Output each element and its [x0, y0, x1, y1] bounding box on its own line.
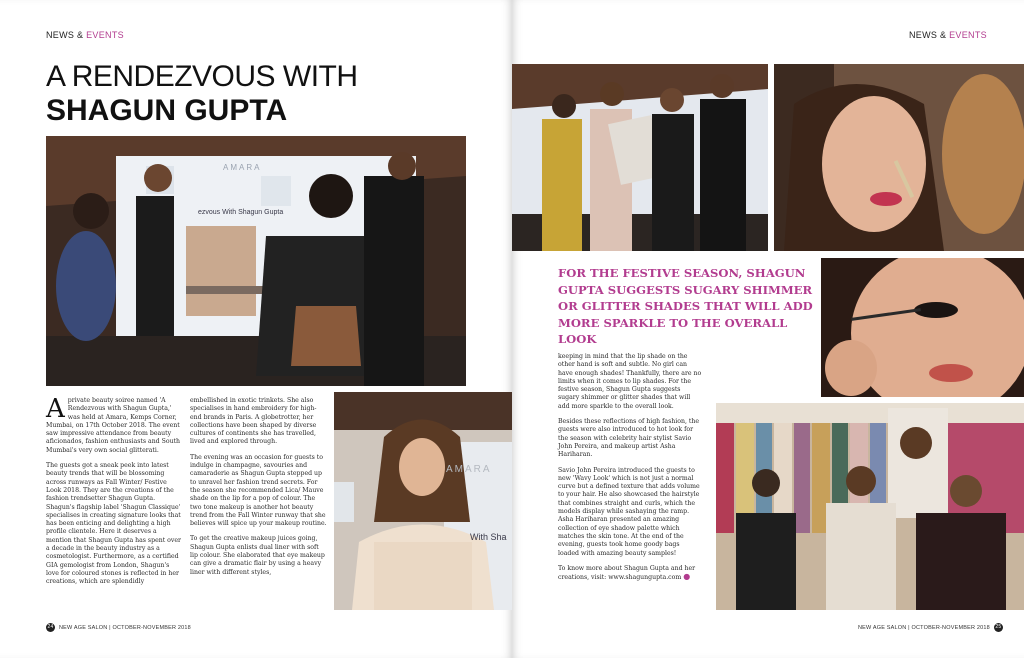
col2-paragraph-3: To get the creative makeup juices going, Shagun Gupta enlists dual liner with soft lip colour. She elaborated that eye makeup can give a dramatic flair by using a heavy liner with different styles, — [190, 535, 325, 576]
col3-paragraph-2: Besides these reflections of high fashion, the guests were also introduced to hot look for the season with celebrity hair stylist Savio John Pereira, and makeup artist Asha Hariharan. — [558, 418, 700, 459]
article-column-1 — [46, 394, 183, 594]
section-accent: EVENTS — [949, 30, 987, 40]
banner-caption-text: ezvous With Shagun Gupta — [198, 209, 284, 216]
section-tag-right — [909, 30, 987, 40]
footer-left — [46, 623, 191, 632]
col1-paragraph-1: private beauty soiree named 'A Rendezvous with Shagun Gupta,' was held at Amara, Kemps Corner, Mumbai, on 17th October 2018. The event saw impressive attendance from beauty aficionados, fashion enthusiasts and South Mumbai's very own social glitterati. — [46, 397, 181, 454]
headline-line1: A RENDEZVOUS WITH — [46, 60, 358, 93]
col2-paragraph-1: embellished in exotic trinkets. She also specialises in hand embroidery for high-end brands in Paris. A globetrotter, her collections have been shaped by diverse cultures of continents she has travelled, lived and explored through. — [190, 397, 317, 446]
section-prefix: NEWS & — [909, 30, 947, 40]
col3-paragraph-4: To know more about Shagun Gupta and her creations, visit: www.shagungupta.com — [558, 564, 696, 582]
col3-paragraph-3: Savio John Pereira introduced the guests to new 'Wavy Look' which is not just a normal curve but a defined texture that adds volume to your hair. He also showcased the hairstyle that combines straight and curls, which the models display while sashaying the ramp. Asha Hariharan presented an amazing collection of eye shadow palette which matches the skin tone. At the end of the evening, guests took home goody bags loaded with amazing beauty samples! — [558, 466, 700, 557]
article-column-2 — [190, 397, 328, 584]
footer-text-right: NEW AGE SALON | OCTOBER-NOVEMBER 2018 — [858, 624, 990, 631]
pull-quote: FOR THE FESTIVE SEASON, SHAGUN GUPTA SUGGESTS SUGARY SHIMMER OR GLITTER SHADES THAT WILL ADD MORE SPARKLE TO THE OVERALL LOOK — [558, 266, 813, 346]
section-tag-left — [46, 30, 124, 40]
headline-line2: SHAGUN GUPTA — [46, 94, 288, 127]
section-prefix: NEWS & — [46, 30, 84, 40]
drop-cap: A — [46, 394, 65, 424]
page-number-left: 24 — [47, 624, 54, 630]
portrait-caption-text: With Sha — [470, 532, 507, 542]
event-photo-main — [46, 136, 466, 386]
portrait-brand-text: AMARA — [446, 464, 492, 475]
section-accent: EVENTS — [86, 30, 124, 40]
group-photo — [512, 64, 768, 251]
col3-paragraph-1: keeping in mind that the lip shade on the other hand is soft and subtle. No girl can have enough shades! Thankfully, there are no limits when it comes to lip shades. For the festive season, Shagun Gupta suggests sugary shimmer or glitter shades that will add more sparkle to the overall look. — [558, 353, 702, 410]
footer-text-left: NEW AGE SALON | OCTOBER-NOVEMBER 2018 — [59, 624, 191, 631]
col1-paragraph-2: The guests got a sneak peek into latest beauty trends that will be blossoming across runways as Fall Winter/ Festive Look 2018. They are the creations of the fashion trendsetter Shagun Gupta. Shagun's flagship label 'Shagun Classique' specialises in creating signature looks that has been enticing and delighting a high profile clientele. Here it deserves a mention that Shagun Gupta has spent over a decade in the beauty industry as a cosmetologist. Furthermore, as a certified GIA gemologist from London, Shagun's love for coloured stones is reflected in her creations, which are splendidly — [46, 462, 182, 586]
article-column-3 — [558, 353, 702, 589]
col2-paragraph-2: The evening was an occasion for guests to indulge in champagne, savouries and camaraderie as Shagun Gupta stepped up to unravel her fashion trend secrets. For the season she recommended Lica/ Mauve shade on the lip for a pop of colour. The two tone makeup is another hot beauty trend from the Fall Winter runway that she believes will spice up your makeup routine. — [190, 453, 327, 528]
boutique-photo — [716, 403, 1024, 610]
portrait-photo — [334, 392, 512, 610]
footer-right — [858, 623, 1003, 632]
end-mark-icon: ● — [683, 572, 691, 582]
page-number-right: 25 — [995, 624, 1002, 630]
eyeliner-closeup-photo — [821, 258, 1024, 397]
lipstick-closeup-photo — [774, 64, 1024, 251]
banner-brand-text: AMARA — [223, 163, 262, 172]
